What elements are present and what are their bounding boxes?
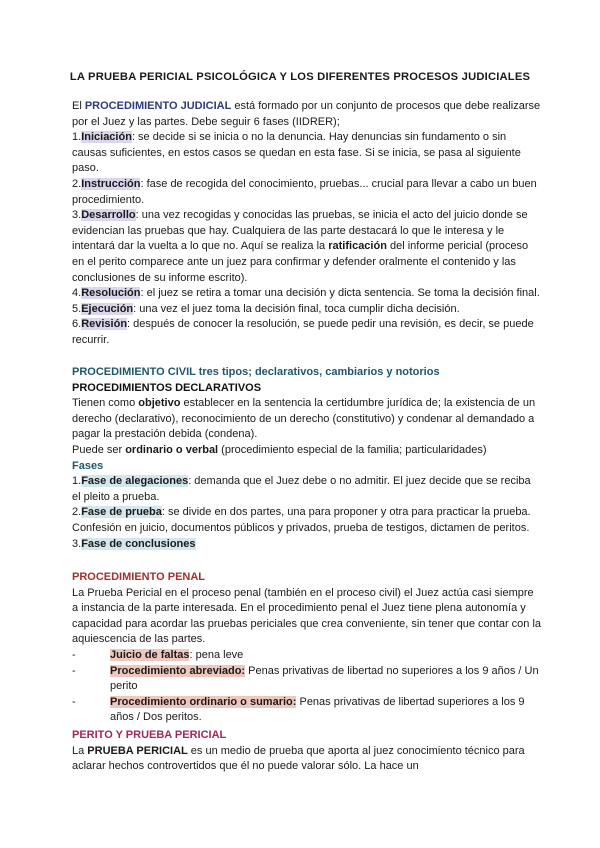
civil-phase-item: 3.Fase de conclusiones bbox=[72, 537, 196, 550]
phase-term: Desarrollo bbox=[81, 209, 136, 222]
phase-term: Revisión bbox=[81, 318, 128, 331]
phase-term: Iniciación bbox=[81, 131, 132, 144]
judicial-section bbox=[72, 99, 542, 349]
phase-item: 2.Instrucción: fase de recogida del conocimiento, pruebas... crucial para llevar a cabo un buen procedimiento. bbox=[72, 177, 537, 206]
penal-term: Procedimiento ordinario o sumario: bbox=[110, 695, 297, 708]
perito-section bbox=[72, 728, 542, 775]
civil-phase-item: 2.Fase de prueba: se divide en dos partes, una para proponer y otra para practicar la prueba. Confesión en juicio, documentos públicos y privados, prueba de testigos, dictamen de peritos. bbox=[72, 506, 531, 534]
phase-item: 3.Desarrollo: una vez recogidas y conocidas las pruebas, se inicia el acto del juicio donde se evidencian las pruebas que hay. Cualquiera de las parte destacará lo que le interesa y le intentará dar la vuelta a lo que no. Aquí se realiza la ratificación del informe pericial (proceso en el perito comparece ante un juez para confirmar y defender oralmente el contenido y las conclusiones de su informe escrito). bbox=[72, 209, 529, 284]
penal-section bbox=[72, 570, 542, 726]
phase-term: Instrucción bbox=[81, 177, 141, 190]
penal-list-item: - Procedimiento abreviado: Penas privativas de libertad no superiores a los 9 años / Un perito bbox=[72, 664, 539, 693]
fases-heading: Fases bbox=[72, 459, 104, 472]
civil-paragraph: Puede ser ordinario o verbal (procedimiento especial de la familia; particularidades) bbox=[72, 443, 487, 456]
civil-paragraph: Tienen como objetivo establecer en la sentencia la certidumbre jurídica de; la existencia de un derecho (declarativo), reconocimiento de un derecho (constitutivo) y condenar al demandado a pagar la prestación debida (condena). bbox=[72, 397, 536, 441]
judicial-intro: El PROCEDIMIENTO JUDICIAL está formado por un conjunto de procesos que debe realizarse por el Juez y las partes. Debe seguir 6 fases (IIDRER); bbox=[72, 100, 541, 128]
civil-heading: PROCEDIMIENTO CIVIL tres tipos; declarativos, cambiarios y notorios bbox=[72, 366, 440, 378]
civil-section bbox=[72, 365, 542, 552]
penal-list-item: - Juicio de faltas: pena leve bbox=[72, 648, 244, 661]
penal-list-item: - Procedimiento ordinario o sumario: Penas privativas de libertad superiores a los 9 años / Dos peritos. bbox=[72, 695, 525, 724]
penal-paragraph: La Prueba Pericial en el proceso penal (también en el proceso civil) el Juez actúa casi siempre a instancia de la parte interesada. En el procedimiento penal el Juez tiene plena autonomía y capacidad para acordar las pruebas periciales que crea conveniente, sin tener que contar con la aquiescencia de las partes. bbox=[72, 586, 542, 646]
penal-term: Juicio de faltas bbox=[110, 648, 190, 661]
civil-phase-term: Fase de prueba bbox=[81, 506, 162, 519]
phase-term: Resolución bbox=[81, 287, 141, 300]
civil-phase-term: Fase de alegaciones bbox=[81, 475, 189, 488]
judicial-term: PROCEDIMIENTO JUDICIAL bbox=[84, 100, 232, 112]
perito-heading: PERITO Y PRUEBA PERICIAL bbox=[72, 729, 227, 741]
phase-term: Ejecución bbox=[81, 302, 134, 315]
civil-subheading: PROCEDIMIENTOS DECLARATIVOS bbox=[72, 381, 262, 394]
phase-item: 4.Resolución: el juez se retira a tomar una decisión y dicta sentencia. Se toma la decisión final. bbox=[72, 287, 540, 300]
civil-phase-term: Fase de conclusiones bbox=[81, 537, 196, 550]
phase-item: 1.Iniciación: se decide si se inicia o no la denuncia. Hay denuncias sin fundamento o sin causas suficientes, en estos casos se quedan en esta fase. Si se inicia, se pasa al siguiente paso. bbox=[72, 131, 521, 175]
civil-phase-item: 1.Fase de alegaciones: demanda que el Juez debe o no admitir. El juez decide que se reciba el pleito a prueba. bbox=[72, 475, 531, 503]
perito-paragraph: La PRUEBA PERICIAL es un medio de prueba que aporta al juez conocimiento técnico para aclarar hechos controvertidos que él no puede valorar sólo. La hace un bbox=[72, 744, 525, 773]
phase-item: 6.Revisión: después de conocer la resolución, se puede pedir una revisión, es decir, se puede recurrir. bbox=[72, 318, 534, 346]
document-title: LA PRUEBA PERICIAL PSICOLÓGICA Y LOS DIFERENTES PROCESOS JUDICIALES bbox=[69, 71, 531, 83]
phase-item: 5.Ejecución: una vez el juez toma la decisión final, toca cumplir dicha decisión. bbox=[72, 302, 460, 315]
penal-term: Procedimiento abreviado: bbox=[110, 664, 246, 677]
penal-heading: PROCEDIMIENTO PENAL bbox=[72, 571, 206, 583]
